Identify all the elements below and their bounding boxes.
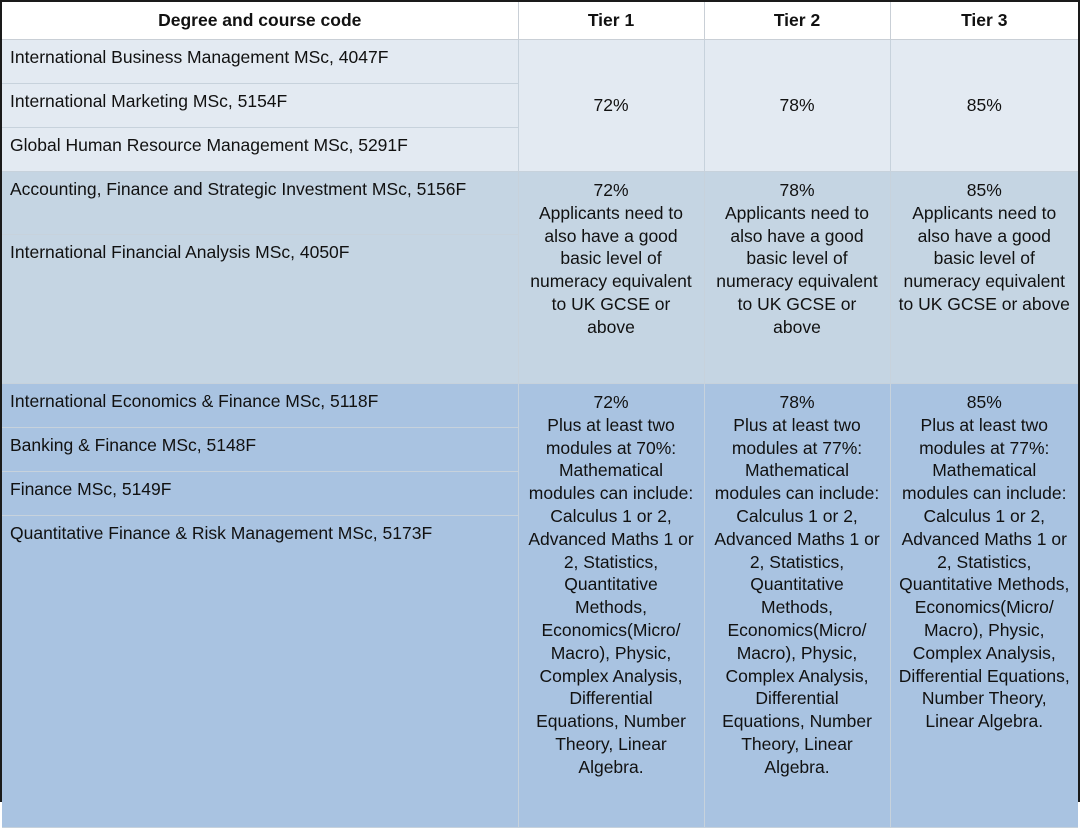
tier-3-value xyxy=(890,384,1078,828)
course-name: International Economics & Finance MSc, 5118F xyxy=(2,384,518,428)
entry-requirements-table xyxy=(2,2,1078,828)
tier-percentage: 72% xyxy=(593,180,629,200)
tier-note: Applicants need to also have a good basic level of numeracy equivalent to UK GCSE or above xyxy=(716,202,878,337)
course-name: Banking & Finance MSc, 5148F xyxy=(2,428,518,472)
tier-percentage: 72% xyxy=(593,392,629,412)
tier-note: Plus at least two modules at 77%: Mathematical modules can include: Calculus 1 or 2, Advanced Maths 1 or 2, Statistics, Quantitative Methods, Economics(Micro/ Macro), Physic, Complex Analysis, Differential Equations, Number Theory, Linear Algebra. xyxy=(714,414,880,777)
course-name: International Business Management MSc, 4047F xyxy=(2,40,518,84)
tier-percentage: 78% xyxy=(779,392,815,412)
tier-1-value xyxy=(518,384,704,828)
course-name: Quantitative Finance & Risk Management MSc, 5173F xyxy=(2,516,518,828)
table-row xyxy=(2,40,1078,84)
tier-1-value: 72% xyxy=(518,40,704,172)
tier-1-value xyxy=(518,172,704,384)
header-tier-1: Tier 1 xyxy=(518,2,704,40)
table-row xyxy=(2,172,1078,235)
tier-2-value xyxy=(704,172,890,384)
tier-percentage: 85% xyxy=(966,180,1002,200)
header-tier-2: Tier 2 xyxy=(704,2,890,40)
table-header xyxy=(2,2,1078,40)
course-name: International Financial Analysis MSc, 4050F xyxy=(2,235,518,384)
tier-text xyxy=(713,179,882,339)
tier-2-value xyxy=(704,384,890,828)
header-tier-3: Tier 3 xyxy=(890,2,1078,40)
tier-text xyxy=(713,391,882,779)
tier-text xyxy=(527,391,696,779)
course-name: International Marketing MSc, 5154F xyxy=(2,84,518,128)
tier-3-value: 85% xyxy=(890,40,1078,172)
tier-note: Applicants need to also have a good basic level of numeracy equivalent to UK GCSE or above xyxy=(898,202,1070,314)
course-name: Global Human Resource Management MSc, 5291F xyxy=(2,128,518,172)
tier-2-value: 78% xyxy=(704,40,890,172)
header-degree: Degree and course code xyxy=(2,2,518,40)
tier-note: Plus at least two modules at 70%: Mathematical modules can include: Calculus 1 or 2, Advanced Maths 1 or 2, Statistics, Quantitative Methods, Economics(Micro/ Macro), Physic, Complex Analysis, Differential Equations, Number Theory, Linear Algebra. xyxy=(528,414,694,777)
tier-text xyxy=(899,179,1071,316)
tier-percentage: 85% xyxy=(966,392,1002,412)
tier-text xyxy=(899,391,1071,733)
tier-text xyxy=(527,179,696,339)
tier-3-value xyxy=(890,172,1078,384)
tier-note: Plus at least two modules at 77%: Mathematical modules can include: Calculus 1 or 2, Advanced Maths 1 or 2, Statistics, Quantitative Methods, Economics(Micro/ Macro), Physic, Complex Analysis, Differential Equations, Number Theory, Linear Algebra. xyxy=(898,414,1070,732)
header-row xyxy=(2,2,1078,40)
tier-note: Applicants need to also have a good basic level of numeracy equivalent to UK GCSE or above xyxy=(530,202,692,337)
tier-percentage: 78% xyxy=(779,180,815,200)
course-name: Accounting, Finance and Strategic Investment MSc, 5156F xyxy=(2,172,518,235)
course-name: Finance MSc, 5149F xyxy=(2,472,518,516)
table-row xyxy=(2,384,1078,428)
